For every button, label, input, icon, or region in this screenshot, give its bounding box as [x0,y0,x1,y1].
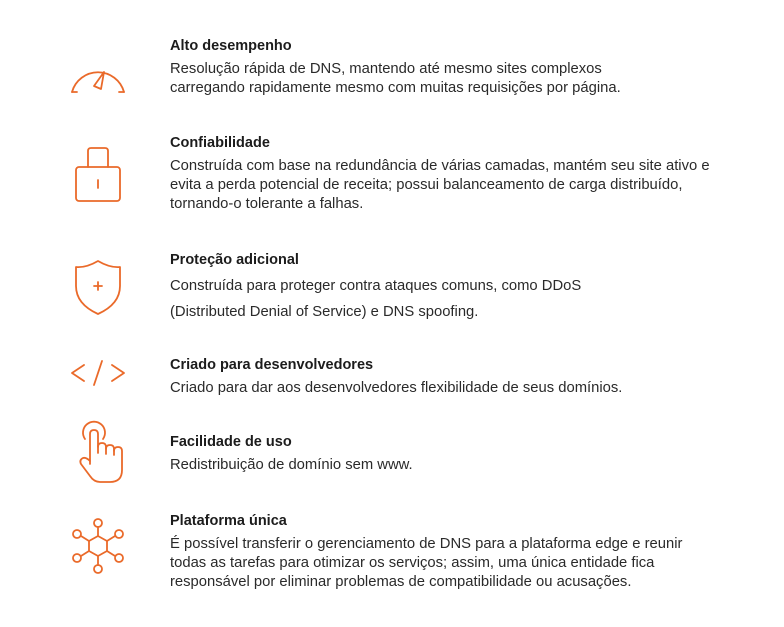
feature-title: Criado para desenvolvedores [170,357,374,373]
lock-icon [62,139,134,211]
code-icon [62,337,134,409]
feature-description: É possível transferir o gerenciamento de DNS para a plataforma edge e reunir todas as tarefas para otimizar os serviços; assim, uma única entidade fica responsável por eliminar problemas de compatibilidade ou acusações. [170,536,683,590]
shield-icon [62,252,134,324]
feature-description: Criado para dar aos desenvolvedores flexibilidade de seus domínios. [170,380,623,396]
network-hexagon-icon [62,511,134,583]
feature-title: Confiabilidade [170,135,270,151]
feature-description: Construída com base na redundância de várias camadas, mantém seu site ativo e evita a perda potencial de receita; possui balanceamento de carga distribuído, tornando-o tolerante a falhas. [170,158,710,212]
feature-title: Proteção adicional [170,252,299,268]
hand-pointer-icon [62,420,134,492]
feature-title: Facilidade de uso [170,434,292,450]
feature-title: Alto desempenho [170,38,292,54]
feature-title: Plataforma única [170,513,287,529]
feature-description: Construída para proteger contra ataques comuns, como DDoS (Distributed Denial of Service) e DNS spoofing. [170,278,582,320]
feature-description: Resolução rápida de DNS, mantendo até mesmo sites complexos carregando rapidamente mesmo com muitas requisições por página. [170,61,621,96]
feature-description: Redistribuição de domínio sem www. [170,457,413,473]
speedometer-icon [62,46,134,118]
